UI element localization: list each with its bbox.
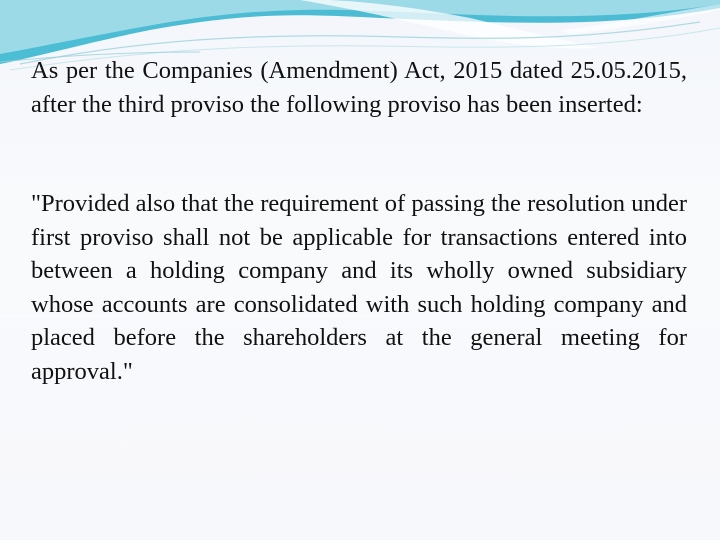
intro-paragraph: As per the Companies (Amendment) Act, 2015 dated 25.05.2015, after the third proviso the following proviso has been inserted: (31, 57, 687, 118)
quoted-proviso-paragraph: "Provided also that the requirement of passing the resolution under first proviso shall not be applicable for transactions entered into between a holding company and its wholly owned subsidiary whose accounts are consolidated with such holding company and placed before the shareholders at the general meeting for approval." (31, 190, 687, 385)
